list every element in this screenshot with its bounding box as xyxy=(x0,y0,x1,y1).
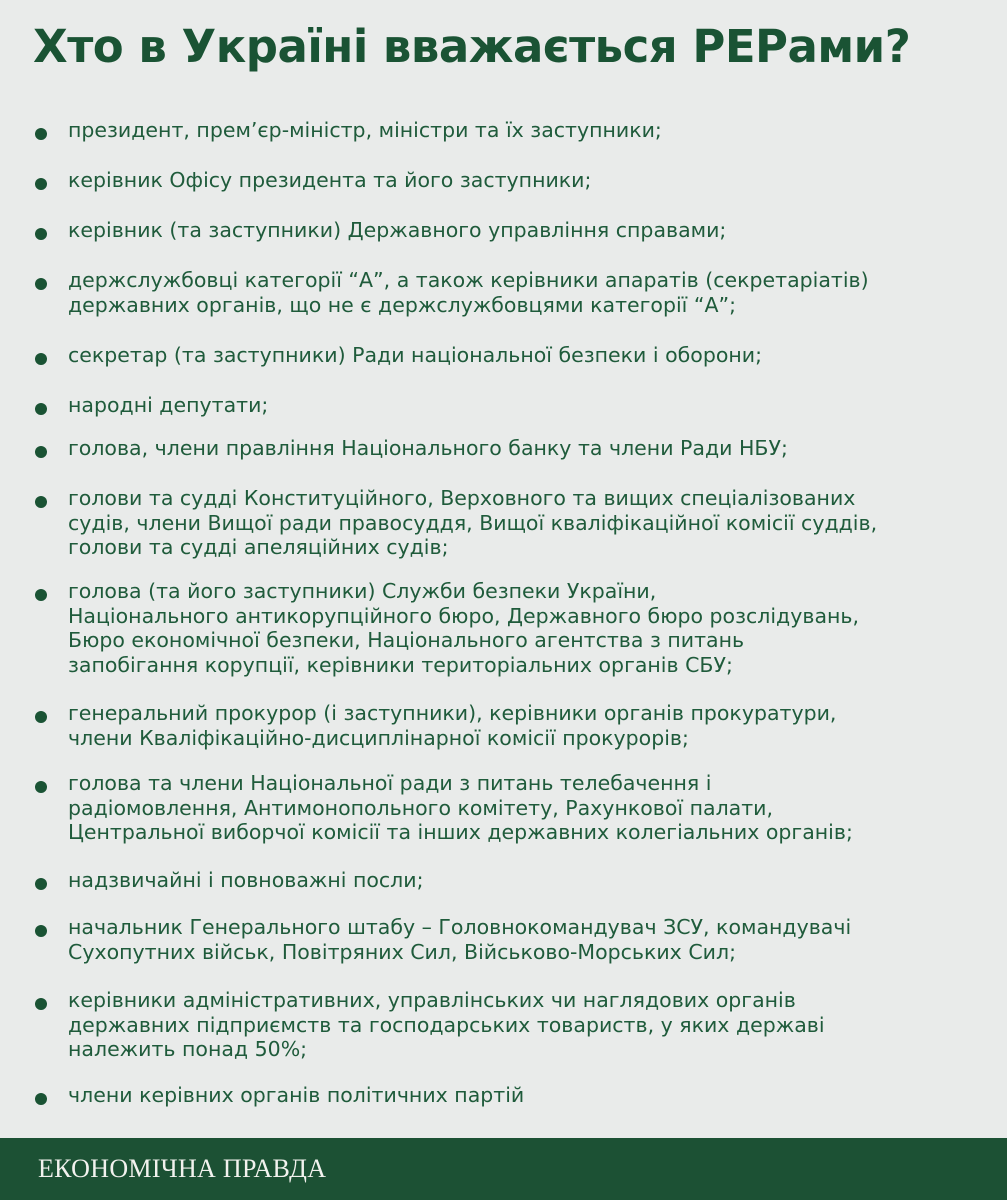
list-item-text: керівник (та заступники) Державного управління справами; xyxy=(68,218,727,242)
list-item xyxy=(33,393,993,418)
list-item xyxy=(33,436,993,461)
list-item xyxy=(33,579,993,677)
page-title: Хто в Україні вважається РЕРами? xyxy=(33,20,911,73)
bullet-icon xyxy=(35,278,47,290)
list-item xyxy=(33,771,993,845)
list-item-text: керівники адміністративних, управлінських чи наглядових органів державних підприємств та господарських товариств, у яких державі належить понад 50%; xyxy=(68,988,825,1061)
list-item-text: голова (та його заступники) Служби безпеки України, Національного антикорупційного бюро, Державного бюро розслідувань, Бюро економічної безпеки, Національного агентства з питань запобігання корупції, керівники територіальних органів СБУ; xyxy=(68,579,860,677)
brand-logo: ЕКОНОМІЧНА ПРАВДА xyxy=(38,1154,327,1183)
bullet-icon xyxy=(35,353,47,365)
bullet-icon xyxy=(35,925,47,937)
list-item xyxy=(33,868,993,893)
list-item xyxy=(33,168,993,193)
list-item-text: секретар (та заступники) Ради національної безпеки і оборони; xyxy=(68,343,763,367)
list-item-text: голова, члени правління Національного банку та члени Ради НБУ; xyxy=(68,436,788,460)
bullet-icon xyxy=(35,589,47,601)
bullet-icon xyxy=(35,178,47,190)
bullet-icon xyxy=(35,781,47,793)
list-item xyxy=(33,915,993,964)
list-item xyxy=(33,268,993,317)
list-item-text: голова та члени Національної ради з питань телебачення і радіомовлення, Антимонопольного комітету, Рахункової палати, Центральної виборчої комісії та інших державних колегіальних органів; xyxy=(68,771,853,844)
list-item xyxy=(33,118,993,143)
bullet-icon xyxy=(35,128,47,140)
list-item xyxy=(33,1083,993,1108)
bullet-icon xyxy=(35,403,47,415)
bullet-icon xyxy=(35,446,47,458)
list-item xyxy=(33,218,993,243)
list-item-text: держслужбовці категорії “А”, а також керівники апаратів (секретаріатів) державних органів, що не є держслужбовцями категорії “А”; xyxy=(68,268,869,317)
bullet-icon xyxy=(35,496,47,508)
list-item-text: надзвичайні і повноважні посли; xyxy=(68,868,424,892)
list-item xyxy=(33,486,993,560)
bullet-icon xyxy=(35,711,47,723)
list-item xyxy=(33,343,993,368)
list-item-text: керівник Офісу президента та його заступники; xyxy=(68,168,592,192)
list-item-text: члени керівних органів політичних партій xyxy=(68,1083,525,1107)
list-item xyxy=(33,988,993,1062)
list-item-text: народні депутати; xyxy=(68,393,269,417)
list-item-text: президент, прем’єр-міністр, міністри та їх заступники; xyxy=(68,118,662,142)
bullet-icon xyxy=(35,1093,47,1105)
bullet-icon xyxy=(35,878,47,890)
list-item-text: генеральний прокурор (і заступники), керівники органів прокуратури, члени Кваліфікаційно-дисциплінарної комісії прокурорів; xyxy=(68,701,837,750)
bullet-icon xyxy=(35,228,47,240)
bullet-icon xyxy=(35,998,47,1010)
list-item xyxy=(33,701,993,750)
list-item-text: начальник Генерального штабу – Головнокомандувач ЗСУ, командувачі Сухопутних військ, Повітряних Сил, Військово-Морських Сил; xyxy=(68,915,852,964)
list-item-text: голови та судді Конституційного, Верховного та вищих спеціалізованих судів, члени Вищої ради правосуддя, Вищої кваліфікаційної комісії суддів, голови та судді апеляційних судів; xyxy=(68,486,878,559)
footer-bar xyxy=(0,1138,1007,1200)
